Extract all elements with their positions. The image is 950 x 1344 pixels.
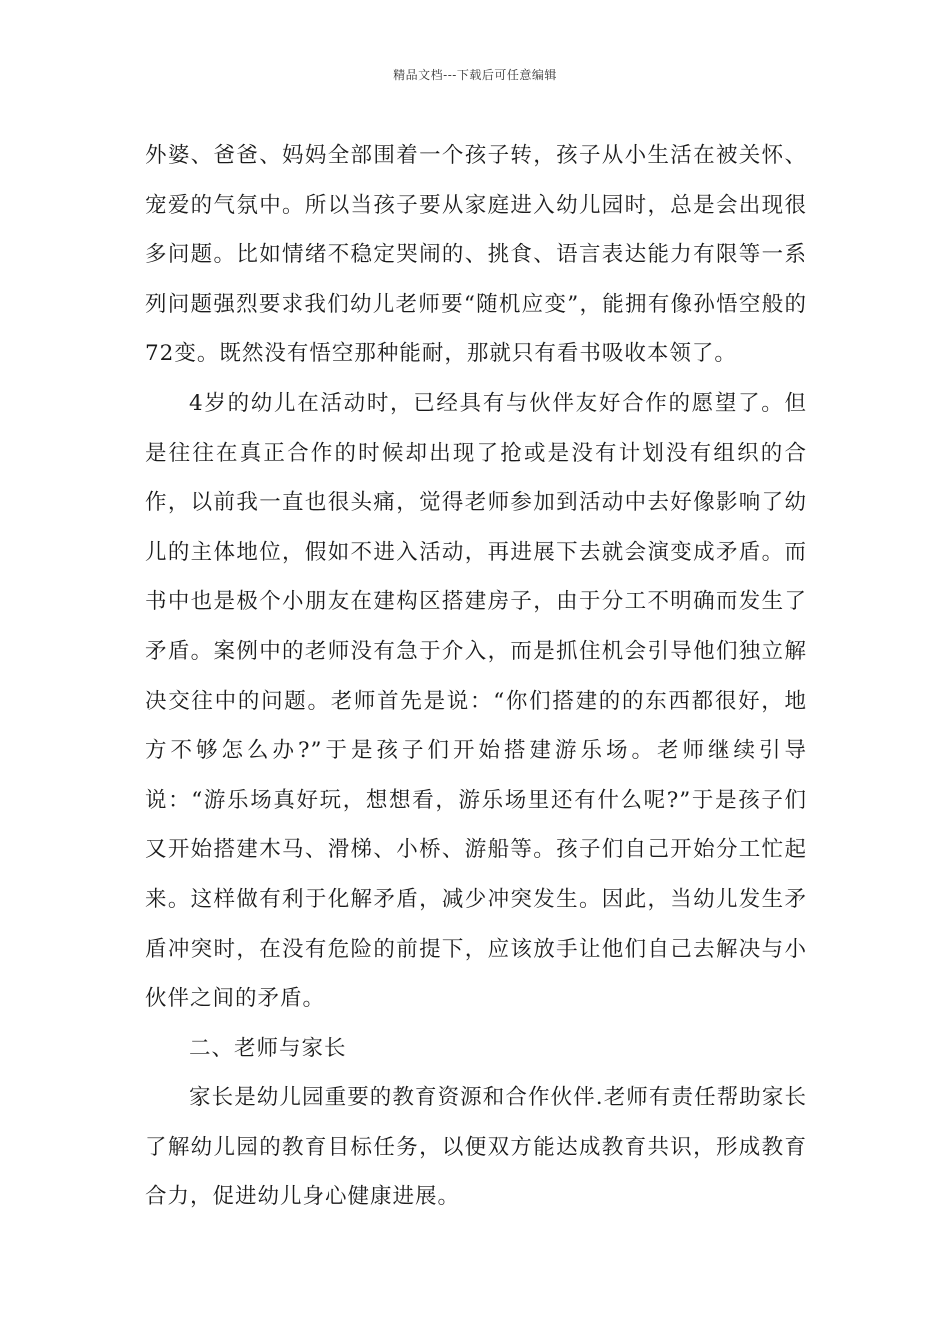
paragraph-parents: 家长是幼儿园重要的教育资源和合作伙伴.老师有责任帮助家长了解幼儿园的教育目标任务，以便双方能达成教育共识，形成教育合力，促进幼儿身心健康进展。	[145, 1085, 807, 1210]
page-header: 精品文档---下载后可任意编辑	[393, 68, 557, 82]
document-body	[145, 131, 807, 1222]
section-heading: 二、老师与家长	[189, 1035, 347, 1061]
paragraph-continuation: 外婆、爸爸、妈妈全部围着一个孩子转，孩子从小生活在被关怀、宠爱的气氛中。所以当孩子要从家庭进入幼儿园时，总是会出现很多问题。比如情绪不稳定哭闹的、挑食、语言表达能力有限等一系列问题强烈要求我们幼儿老师要“随机应变”，能拥有像孙悟空般的72变。既然没有悟空那种能耐，那就只有看书吸收本领了。	[145, 143, 807, 367]
paragraph-cooperation: 4岁的幼儿在活动时，已经具有与伙伴友好合作的愿望了。但是往往在真正合作的时候却出现了抢或是没有计划没有组织的合作，以前我一直也很头痛，觉得老师参加到活动中去好像影响了幼儿的主体地位，假如不进入活动，再进展下去就会演变成矛盾。而书中也是极个小朋友在建构区搭建房子，由于分工不明确而发生了矛盾。案例中的老师没有急于介入，而是抓住机会引导他们独立解决交往中的问题。老师首先是说：“你们搭建的的东西都很好，地方不够怎么办?”于是孩子们开始搭建游乐场。老师继续引导说：“游乐场真好玩，想想看，游乐场里还有什么呢?”于是孩子们又开始搭建木马、滑梯、小桥、游船等。孩子们自己开始分工忙起来。这样做有利于化解矛盾，减少冲突发生。因此，当幼儿发生矛盾冲突时，在没有危险的前提下，应该放手让他们自己去解决与小伙伴之间的矛盾。	[145, 390, 807, 1012]
